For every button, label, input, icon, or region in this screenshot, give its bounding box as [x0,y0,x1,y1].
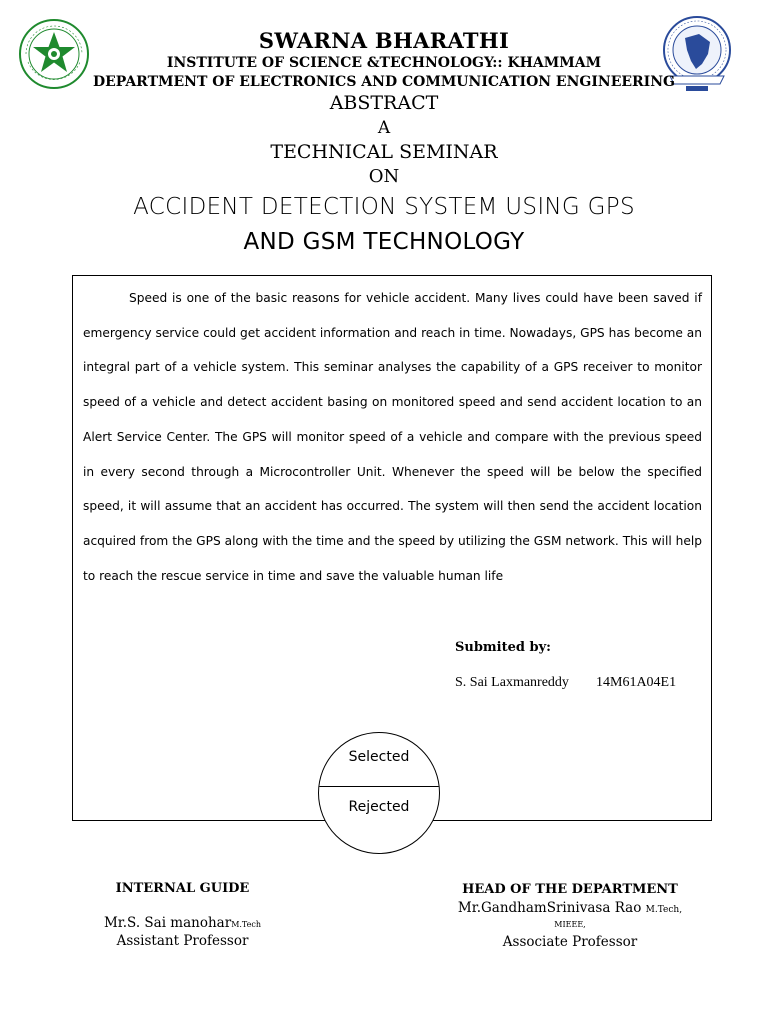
hod-name [440,900,700,916]
department-name: DEPARTMENT OF ELECTRONICS AND COMMUNICATION ENGINEERING [93,74,675,90]
hod-role: Associate Professor [502,934,638,950]
submitted-by-label: Submited by: [455,640,551,655]
hod-heading: HEAD OF THE DEPARTMENT [462,882,678,897]
guide-degree: M.Tech [231,920,262,929]
abstract-heading: ABSTRACT [329,92,439,114]
internal-guide-heading: INTERNAL GUIDE [115,881,250,896]
seminar-title-line1: ACCIDENT DETECTION SYSTEM USING GPS [133,194,635,220]
abstract-body: Speed is one of the basic reasons for vehicle accident. Many lives could have been saved if emergency service could get accident information and reach in time. Nowadays, GPS has become an integral part of a vehicle system. This seminar analyses the capability of a GPS receiver to monitor speed of a vehicle and detect accident basing on monitored speed and send accident location to an Alert Service Center. The GPS will monitor speed of a vehicle and compare with the previous speed in every second through a Microcontroller Unit. Whenever the speed will be below the specified speed, it will assume that an accident has occurred. The system will then send the accident location acquired from the GPS along with the time and the speed by utilizing the GSM network. This will help to reach the rescue service in time and save the valuable human life [83,291,702,583]
seminar-heading: TECHNICAL SEMINAR [270,141,498,163]
student-roll-number: 14M61A04E1 [596,675,677,690]
institute-location: INSTITUTE OF SCIENCE &TECHNOLOGY:: KHAMMAM [166,55,602,71]
institute-name: SWARNA BHARATHI [258,28,510,53]
hod-degree: M.Tech, [645,905,683,915]
internal-guide-name [80,915,285,931]
hod-degree-2: MIEEE, [554,920,586,929]
seminar-title-line2: AND GSM TECHNOLOGY [243,229,525,255]
guide-name-text: Mr.S. Sai manohar [103,915,232,931]
on-label: ON [368,166,400,187]
selection-status-circle [318,732,440,854]
article-a: A [377,118,391,138]
selected-option: Selected [348,749,410,765]
rejected-option: Rejected [348,799,410,815]
student-name: S. Sai Laxmanreddy [455,675,569,690]
status-divider [319,786,439,787]
internal-guide-role: Assistant Professor [116,933,249,949]
hod-name-text: Mr.GandhamSrinivasa Rao [457,900,642,916]
